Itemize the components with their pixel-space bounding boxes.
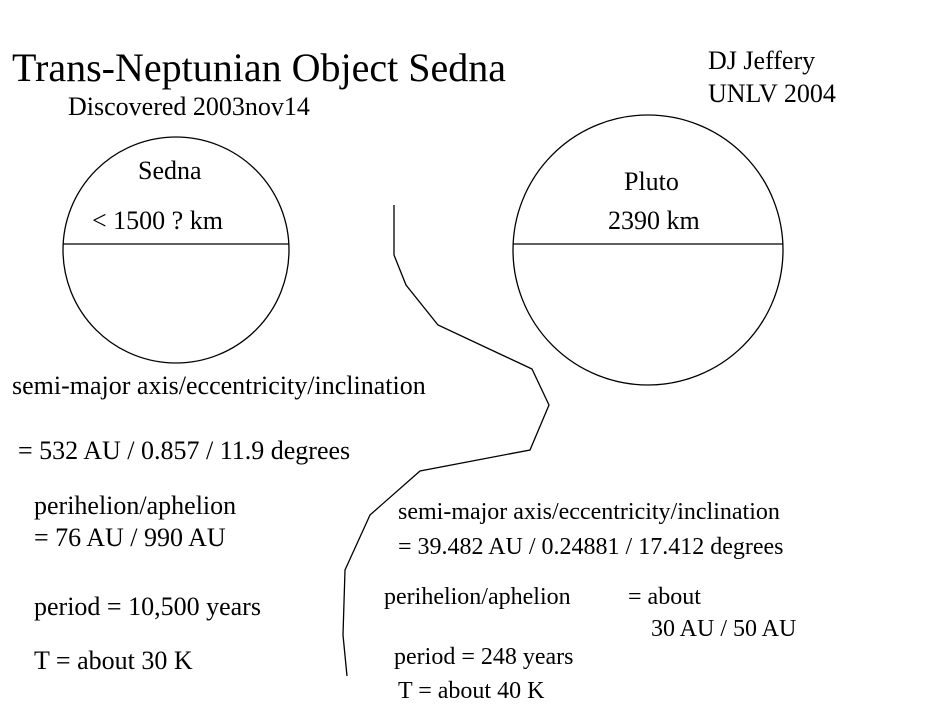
pluto-temperature: T = about 40 K [398, 678, 545, 704]
pluto-orbit-header: semi-major axis/eccentricity/inclination [398, 499, 780, 525]
pluto-period: period = 248 years [394, 644, 574, 670]
sedna-peri-aph-values: = 76 AU / 990 AU [34, 523, 226, 552]
author-name: DJ Jeffery [708, 46, 816, 75]
sedna-orbit-header: semi-major axis/eccentricity/inclination [12, 371, 426, 400]
sedna-temperature: T = about 30 K [34, 646, 193, 675]
author-affiliation: UNLV 2004 [708, 79, 836, 108]
pluto-circle [513, 115, 783, 385]
pluto-label: Pluto [624, 167, 679, 196]
pluto-peri-aph-values: 30 AU / 50 AU [651, 616, 797, 642]
pluto-orbit-values: = 39.482 AU / 0.24881 / 17.412 degrees [398, 534, 784, 560]
pluto-peri-aph-about: = about [628, 584, 701, 610]
sedna-peri-aph-label: perihelion/aphelion [34, 491, 237, 520]
sedna-orbit-values: = 532 AU / 0.857 / 11.9 degrees [18, 436, 351, 465]
sedna-diameter: < 1500 ? km [92, 206, 223, 235]
discovered-date: Discovered 2003nov14 [68, 92, 310, 121]
pluto-diameter: 2390 km [608, 206, 700, 235]
pluto-peri-aph-label: perihelion/aphelion [384, 584, 571, 610]
sedna-label: Sedna [138, 156, 202, 185]
page-title: Trans-Neptunian Object Sedna [12, 45, 506, 90]
sedna-period: period = 10,500 years [34, 592, 261, 621]
